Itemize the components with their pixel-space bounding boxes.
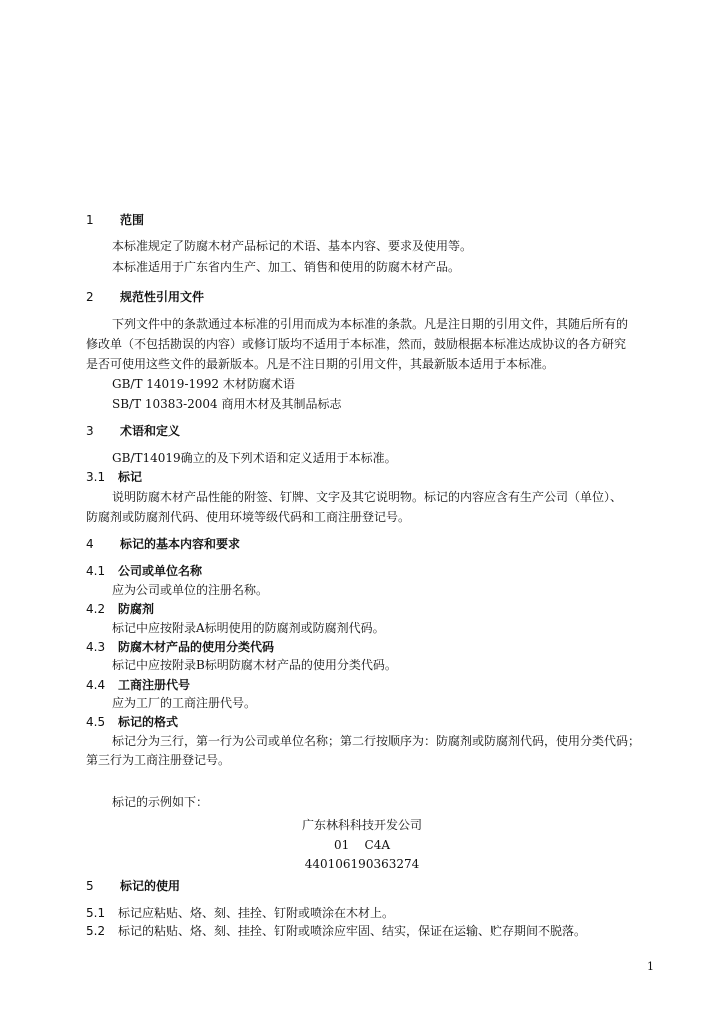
section-3-heading bbox=[86, 423, 180, 439]
subsection-number: 3.1 bbox=[86, 470, 106, 484]
subsection-number: 4.2 bbox=[86, 602, 106, 616]
paragraph: 应为工厂的工商注册代号。 bbox=[112, 696, 257, 710]
subsection-4-2-heading bbox=[86, 601, 154, 617]
clause-text: 标记的粘贴、烙、刻、挂拴、钉附或喷涂应牢固、结实，保证在运输、贮存期间不脱落。 bbox=[118, 924, 587, 938]
subsection-title: 标记的格式 bbox=[118, 715, 179, 729]
paragraph-line: 标记分为三行，第一行为公司或单位名称；第二行按顺序为：防腐剂或防腐剂代码，使用分类代码； bbox=[112, 734, 641, 748]
clause-5-2 bbox=[86, 923, 586, 939]
subsection-number: 4.1 bbox=[86, 564, 106, 578]
example-intro: 标记的示例如下： bbox=[112, 795, 209, 809]
section-number: 2 bbox=[86, 290, 94, 304]
subsection-number: 4.3 bbox=[86, 640, 106, 654]
section-title: 标记的使用 bbox=[120, 879, 181, 893]
paragraph: GB/T14019确立的及下列术语和定义适用于本标准。 bbox=[112, 451, 397, 465]
paragraph-line: 防腐剂或防腐剂代码、使用环境等级代码和工商注册登记号。 bbox=[86, 510, 411, 524]
paragraph: 本标准规定了防腐木材产品标记的术语、基本内容、要求及使用等。 bbox=[112, 239, 473, 253]
subsection-title: 工商注册代号 bbox=[118, 678, 191, 692]
reference-item: GB/T 14019-1992 木材防腐术语 bbox=[112, 377, 295, 391]
clause-5-1 bbox=[86, 905, 394, 921]
section-number: 4 bbox=[86, 537, 94, 551]
paragraph: 标记中应按附录B标明防腐木材产品的使用分类代码。 bbox=[112, 658, 397, 672]
subsection-4-4-heading bbox=[86, 677, 190, 693]
subsection-title: 防腐剂 bbox=[118, 602, 155, 616]
paragraph-line: 下列文件中的条款通过本标准的引用而成为本标准的条款。凡是注日期的引用文件，其随后所有的 bbox=[112, 317, 629, 331]
clause-number: 5.2 bbox=[86, 924, 106, 938]
subsection-title: 标记 bbox=[118, 470, 143, 484]
page-number: 1 bbox=[647, 960, 654, 973]
section-1-heading bbox=[86, 212, 144, 228]
paragraph: 本标准适用于广东省内生产、加工、销售和使用的防腐木材产品。 bbox=[112, 260, 461, 274]
section-title: 标记的基本内容和要求 bbox=[120, 537, 241, 551]
paragraph: 应为公司或单位的注册名称。 bbox=[112, 583, 269, 597]
subsection-title: 防腐木材产品的使用分类代码 bbox=[118, 640, 275, 654]
example-mark-line-3: 440106190363274 bbox=[304, 857, 420, 871]
subsection-title: 公司或单位名称 bbox=[118, 564, 203, 578]
subsection-number: 4.5 bbox=[86, 715, 106, 729]
paragraph-line: 修改单（不包括勘误的内容）或修订版均不适用于本标准，然而，鼓励根据本标准达成协议的各方研究 bbox=[86, 337, 627, 351]
clause-text: 标记应粘贴、烙、刻、挂拴、钉附或喷涂在木材上。 bbox=[118, 906, 395, 920]
reference-item: SB/T 10383-2004 商用木材及其制品标志 bbox=[112, 397, 342, 411]
paragraph: 标记中应按附录A标明使用的防腐剂或防腐剂代码。 bbox=[112, 621, 385, 635]
section-2-heading bbox=[86, 289, 204, 305]
section-title: 术语和定义 bbox=[120, 424, 181, 438]
subsection-4-1-heading bbox=[86, 563, 202, 579]
section-5-heading bbox=[86, 878, 180, 894]
subsection-3-1-heading bbox=[86, 469, 142, 485]
clause-number: 5.1 bbox=[86, 906, 106, 920]
section-title: 规范性引用文件 bbox=[120, 290, 205, 304]
section-number: 1 bbox=[86, 213, 94, 227]
example-mark-line-2: 01 C4A bbox=[333, 838, 390, 852]
subsection-4-3-heading bbox=[86, 639, 274, 655]
section-4-heading bbox=[86, 536, 240, 552]
section-title: 范围 bbox=[120, 213, 145, 227]
subsection-4-5-heading bbox=[86, 714, 178, 730]
paragraph-line: 说明防腐木材产品性能的附签、钉牌、文字及其它说明物。标记的内容应含有生产公司（单位）、 bbox=[112, 490, 623, 504]
paragraph-line: 是否可使用这些文件的最新版本。凡是不注日期的引用文件，其最新版本适用于本标准。 bbox=[86, 357, 555, 371]
section-number: 3 bbox=[86, 424, 94, 438]
paragraph-line: 第三行为工商注册登记号。 bbox=[86, 753, 231, 767]
subsection-number: 4.4 bbox=[86, 678, 106, 692]
example-mark-line-1: 广东林科科技开发公司 bbox=[301, 818, 422, 832]
section-number: 5 bbox=[86, 879, 94, 893]
